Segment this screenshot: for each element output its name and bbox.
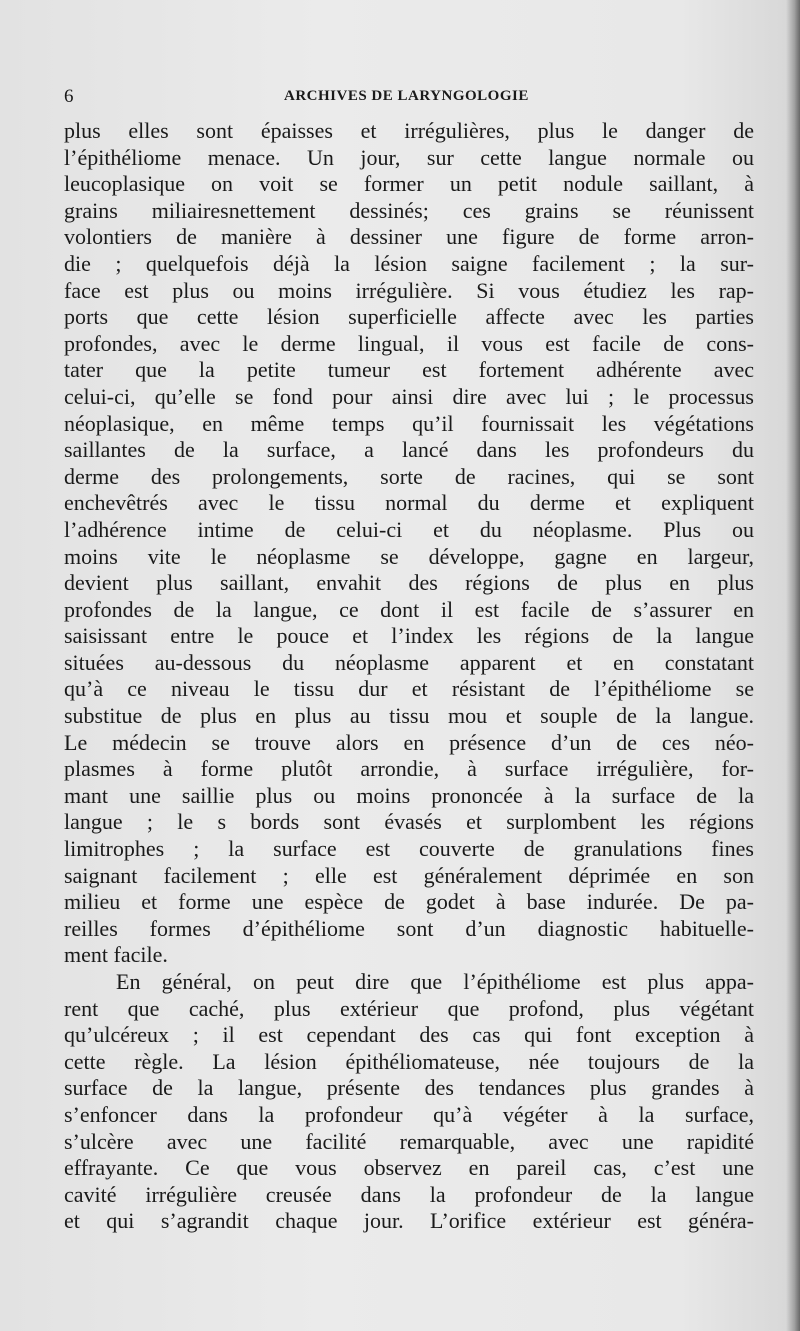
text-line: mant une saillie plus ou moins prononcée à la surface de la bbox=[64, 782, 754, 808]
text-line: rent que caché, plus extérieur que profond, plus végétant bbox=[64, 995, 754, 1021]
text-line: milieu et forme une espèce de godet à base indurée. De pa- bbox=[64, 889, 754, 915]
text-line: limitrophes ; la surface est couverte de granulations fines bbox=[64, 836, 754, 862]
page-number: 6 bbox=[64, 86, 74, 107]
text-line: qu’à ce niveau le tissu dur et résistant de l’épithéliome se bbox=[64, 676, 754, 702]
text-line: surface de la langue, présente des tendances plus grandes à bbox=[64, 1075, 754, 1101]
text-line: s’enfoncer dans la profondeur qu’à végéter à la surface, bbox=[64, 1101, 754, 1127]
text-line: néoplasique, en même temps qu’il fournissait les végétations bbox=[64, 410, 754, 436]
text-line: celui-ci, qu’elle se fond pour ainsi dire avec lui ; le processus bbox=[64, 383, 754, 409]
text-line: substitue de plus en plus au tissu mou et souple de la langue. bbox=[64, 703, 754, 729]
text-line: tater que la petite tumeur est fortement adhérente avec bbox=[64, 357, 754, 383]
paragraph-2 bbox=[64, 969, 754, 1235]
text-line: ports que cette lésion superficielle affecte avec les parties bbox=[64, 304, 754, 330]
running-head: ARCHIVES DE LARYNGOLOGIE bbox=[284, 88, 529, 104]
text-line: leucoplasique on voit se former un petit nodule saillant, à bbox=[64, 171, 754, 197]
text-line: volontiers de manière à dessiner une figure de forme arron- bbox=[64, 224, 754, 250]
text-line: grains miliairesnettement dessinés; ces grains se réunissent bbox=[64, 197, 754, 223]
text-line: reilles formes d’épithéliome sont d’un diagnostic habituelle- bbox=[64, 915, 754, 941]
text-line: derme des prolongements, sorte de racines, qui se sont bbox=[64, 463, 754, 489]
text-line: l’épithéliome menace. Un jour, sur cette langue normale ou bbox=[64, 144, 754, 170]
text-line: cette règle. La lésion épithéliomateuse, née toujours de la bbox=[64, 1048, 754, 1074]
text-line: plus elles sont épaisses et irrégulières, plus le danger de bbox=[64, 118, 754, 143]
text-line: saillantes de la surface, a lancé dans les profondeurs du bbox=[64, 437, 754, 463]
page-edge-shadow bbox=[786, 0, 800, 1331]
text-line: saignant facilement ; elle est généralement déprimée en son bbox=[64, 862, 754, 888]
text-line: effrayante. Ce que vous observez en pareil cas, c’est une bbox=[64, 1155, 754, 1181]
text-line: s’ulcère avec une facilité remarquable, avec une rapidité bbox=[64, 1128, 754, 1154]
text-line: die ; quelquefois déjà la lésion saigne facilement ; la sur- bbox=[64, 250, 754, 276]
text-line: enchevêtrés avec le tissu normal du derme et expliquent bbox=[64, 490, 754, 516]
text-line: plasmes à forme plutôt arrondie, à surface irrégulière, for- bbox=[64, 756, 754, 782]
text-line: qu’ulcéreux ; il est cependant des cas qui font exception à bbox=[64, 1022, 754, 1048]
text-line: devient plus saillant, envahit des régions de plus en plus bbox=[64, 570, 754, 596]
text-line: saisissant entre le pouce et l’index les régions de la langue bbox=[64, 623, 754, 649]
text-line: langue ; le s bords sont évasés et surplombent les régions bbox=[64, 809, 754, 835]
text-line: moins vite le néoplasme se développe, gagne en largeur, bbox=[64, 543, 754, 569]
text-line: profondes, avec le derme lingual, il vous est facile de cons- bbox=[64, 330, 754, 356]
text-line: face est plus ou moins irrégulière. Si vous étudiez les rap- bbox=[64, 277, 754, 303]
text-line: et qui s’agrandit chaque jour. L’orifice extérieur est généra- bbox=[64, 1208, 754, 1234]
text-line: situées au-dessous du néoplasme apparent et en constatant bbox=[64, 649, 754, 675]
text-line: Le médecin se trouve alors en présence d’un de ces néo- bbox=[64, 729, 754, 755]
text-line: l’adhérence intime de celui-ci et du néoplasme. Plus ou bbox=[64, 516, 754, 542]
page-header bbox=[64, 86, 754, 110]
text-line: cavité irrégulière creusée dans la profondeur de la langue bbox=[64, 1181, 754, 1207]
text-line: ment facile. bbox=[64, 942, 168, 968]
text-line: profondes de la langue, ce dont il est facile de s’assurer en bbox=[64, 596, 754, 622]
text-line: En général, on peut dire que l’épithéliome est plus appa- bbox=[116, 969, 754, 994]
paragraph-1 bbox=[64, 118, 754, 969]
body-text bbox=[64, 118, 754, 1235]
